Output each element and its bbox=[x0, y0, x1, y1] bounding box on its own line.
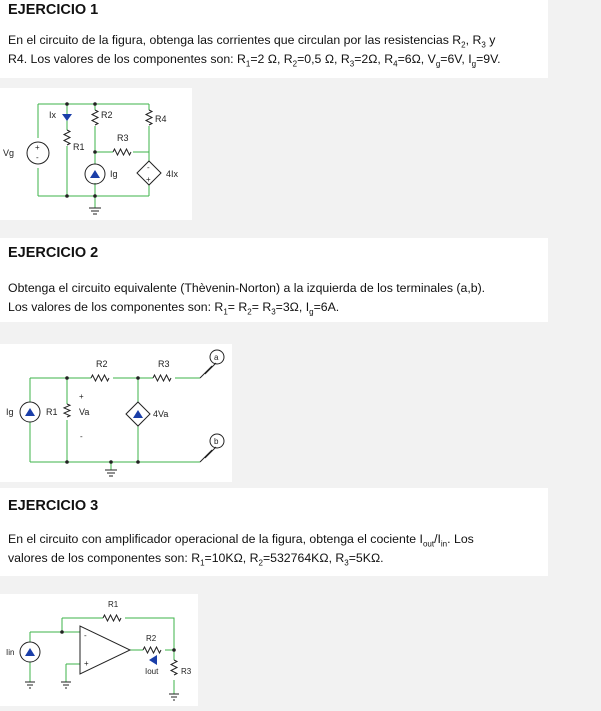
svg-text:+: + bbox=[146, 175, 151, 184]
exercise-2-title: EJERCICIO 2 bbox=[8, 245, 99, 261]
svg-text:b: b bbox=[214, 437, 219, 446]
circuit-figure-1 bbox=[0, 88, 192, 220]
svg-text:+: + bbox=[35, 143, 40, 152]
circuit-3-diagram bbox=[0, 594, 198, 706]
exercise-3-block bbox=[0, 488, 548, 576]
svg-text:Ig: Ig bbox=[110, 169, 118, 179]
svg-text:R2: R2 bbox=[101, 110, 113, 120]
exercise-2-statement: Obtenga el circuito equivalente (Thèvenin-Norton) a la izquierda de los terminales (a,b). Los valores de los componentes son: $R_1= R_2= R_3=3\Omega$, $I_g=6A$. bbox=[8, 281, 486, 317]
svg-text:Iout: Iout bbox=[145, 667, 159, 676]
svg-text:R1: R1 bbox=[108, 600, 119, 609]
exercise-3-title: EJERCICIO 3 bbox=[8, 498, 99, 514]
svg-text:Vg: Vg bbox=[3, 148, 15, 158]
exercise-1-statement: En el circuito de la figura, obtenga las corrientes que circulan por las resistencias $R_2$, $R_3$ y R4. Los valores de los componentes son: $R_1=2$ Ω, $R_2=0,5$ Ω, $R_3=2\Omega$, $R_4=6\Omega$, $V_g=6V$, $I_g=9V$. bbox=[8, 33, 501, 69]
svg-text:R1: R1 bbox=[46, 407, 58, 417]
svg-text:R3: R3 bbox=[117, 133, 129, 143]
svg-text:Va: Va bbox=[79, 407, 90, 417]
svg-text:-: - bbox=[147, 163, 150, 172]
circuit-1-diagram bbox=[0, 88, 192, 220]
iin-arrow-icon bbox=[25, 648, 35, 656]
svg-text:+: + bbox=[79, 392, 84, 401]
svg-text:R3: R3 bbox=[181, 667, 192, 676]
svg-text:R1: R1 bbox=[73, 142, 85, 152]
ig-arrow-icon bbox=[25, 408, 35, 416]
svg-text:R2: R2 bbox=[146, 634, 157, 643]
svg-text:Ix: Ix bbox=[49, 110, 57, 120]
svg-text:+: + bbox=[84, 659, 89, 668]
iout-arrow-icon bbox=[149, 655, 157, 665]
exercise-2-block bbox=[0, 238, 548, 322]
svg-text:-: - bbox=[84, 631, 87, 640]
svg-text:R4: R4 bbox=[155, 114, 167, 124]
ix-arrow-icon bbox=[62, 114, 72, 121]
svg-text:Ig: Ig bbox=[6, 407, 14, 417]
svg-text:-: - bbox=[36, 153, 39, 162]
ig-arrow-icon bbox=[90, 170, 100, 178]
exercise-1-block bbox=[0, 0, 548, 78]
svg-text:R3: R3 bbox=[158, 359, 170, 369]
circuit-figure-2 bbox=[0, 344, 232, 482]
exercise-3-statement: En el circuito con amplificador operacional de la figura, obtenga el cociente $I_{out}/I_{in}$. Los valores de los componentes son: $R_1=10K\Omega$, $R_2=532764K\Omega$, $R_3=5K\Omega$. bbox=[8, 532, 474, 568]
svg-text:4Va: 4Va bbox=[153, 409, 169, 419]
svg-text:Iin: Iin bbox=[6, 648, 15, 657]
svg-text:4Ix: 4Ix bbox=[166, 169, 179, 179]
svg-text:a: a bbox=[214, 353, 219, 362]
exercise-1-title: EJERCICIO 1 bbox=[8, 2, 99, 18]
svg-text:R2: R2 bbox=[96, 359, 108, 369]
svg-text:-: - bbox=[80, 432, 83, 441]
dependent-arrow-icon bbox=[133, 410, 143, 418]
circuit-2-diagram bbox=[0, 344, 232, 482]
circuit-figure-3 bbox=[0, 594, 198, 706]
